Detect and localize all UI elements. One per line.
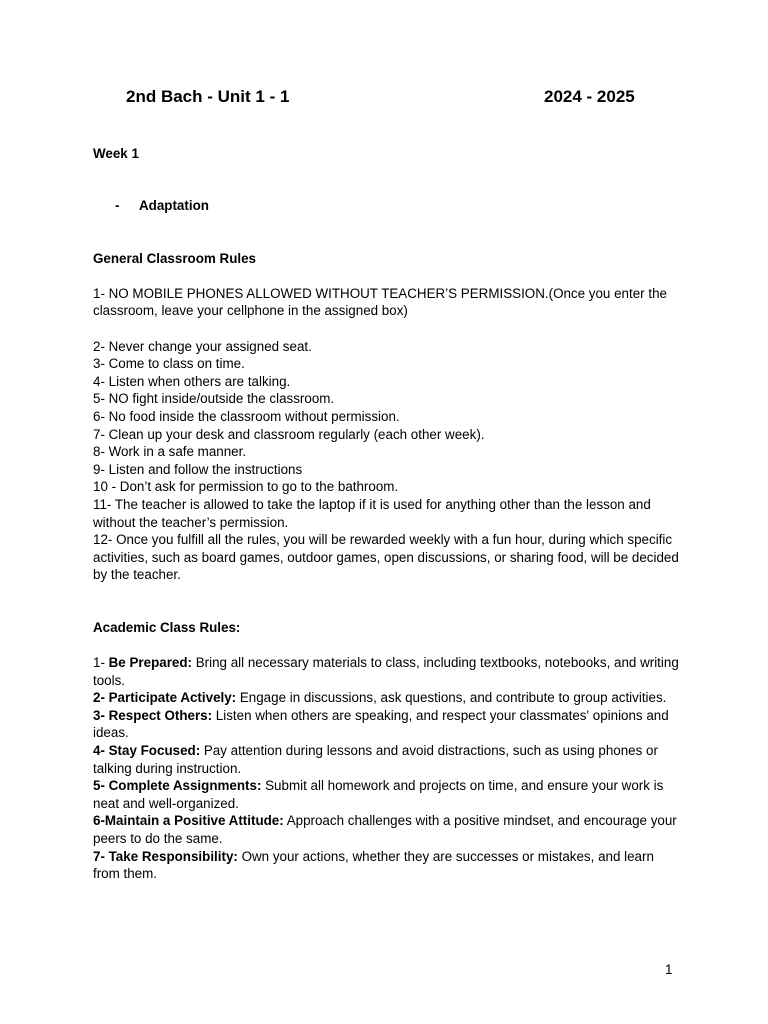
general-rule: 11- The teacher is allowed to take the laptop if it is used for anything other than the lesson and without the teacher’s permission. [93, 496, 651, 530]
rule-heading: 6-Maintain a Positive Attitude: [93, 813, 284, 829]
academic-rule [93, 689, 683, 707]
rule-text: Listen when others are speaking, and respect your classmates' opinions and ideas. [93, 707, 669, 741]
bullet-dash: - [115, 197, 120, 213]
general-rule: 9- Listen and follow the instructions [93, 461, 303, 477]
academic-rule [93, 848, 683, 883]
rule-heading: Be Prepared: [108, 655, 192, 671]
bullet-item [115, 197, 683, 215]
general-rule: 6- No food inside the classroom without permission. [93, 408, 400, 424]
general-rule-1: 1- NO MOBILE PHONES ALLOWED WITHOUT TEACHER’S PERMISSION.(Once you enter the classroom, leave your cellphone in the assigned box) [93, 285, 667, 319]
academic-rule [93, 812, 683, 847]
general-rule: 10 - Don’t ask for permission to go to the bathroom. [93, 479, 399, 495]
rule-text: Approach challenges with a positive mindset, and encourage your peers to do the same. [93, 813, 677, 846]
rule-heading: 4- Stay Focused: [93, 743, 201, 759]
general-rule: 5- NO fight inside/outside the classroom. [93, 391, 335, 407]
document-header [126, 86, 646, 108]
general-rule: 4- Listen when others are talking. [93, 373, 291, 389]
general-rule: 3- Come to class on time. [93, 356, 245, 372]
general-rules-list [93, 338, 683, 584]
page-number: 1 [665, 962, 673, 977]
document-body [93, 145, 683, 883]
rule-prefix: 1- [93, 655, 109, 671]
rule-heading: 3- Respect Others: [93, 707, 213, 723]
rule-text: Bring all necessary materials to class, including textbooks, notebooks, and writing tools. [93, 655, 679, 688]
academic-rule [93, 654, 683, 689]
general-rules-title: General Classroom Rules [93, 250, 256, 266]
academic-rules-list [93, 654, 683, 883]
academic-rule [93, 777, 683, 812]
general-rule: 2- Never change your assigned seat. [93, 338, 312, 354]
rule-text: Engage in discussions, ask questions, and contribute to group activities. [236, 690, 667, 706]
bullet-text: Adaptation [139, 197, 209, 213]
unit-title: 2nd Bach - Unit 1 - 1 [126, 87, 290, 106]
rule-heading: 7- Take Responsibility: [93, 848, 238, 864]
rule-heading: 2- Participate Actively: [93, 690, 237, 706]
rule-text: Pay attention during lessons and avoid distractions, such as using phones or talking during instruction. [93, 743, 658, 776]
general-rule: 8- Work in a safe manner. [93, 444, 247, 460]
academic-rule [93, 742, 683, 777]
rule-text: Submit all homework and projects on time, and ensure your work is neat and well-organized. [93, 778, 664, 811]
rule-text: Own your actions, whether they are successes or mistakes, and learn from them. [93, 848, 654, 882]
general-rule: 7- Clean up your desk and classroom regularly (each other week). [93, 426, 485, 442]
academic-rules-title: Academic Class Rules: [93, 619, 241, 635]
school-year: 2024 - 2025 [544, 87, 635, 106]
general-rule: 12- Once you fulfill all the rules, you will be rewarded weekly with a fun hour, during which specific activities, such as board games, outdoor games, open discussions, or sharing food, will be decided by the teacher. [93, 532, 679, 583]
week-label: Week 1 [93, 146, 139, 161]
academic-rule [93, 707, 683, 742]
rule-heading: 5- Complete Assignments: [93, 778, 262, 794]
